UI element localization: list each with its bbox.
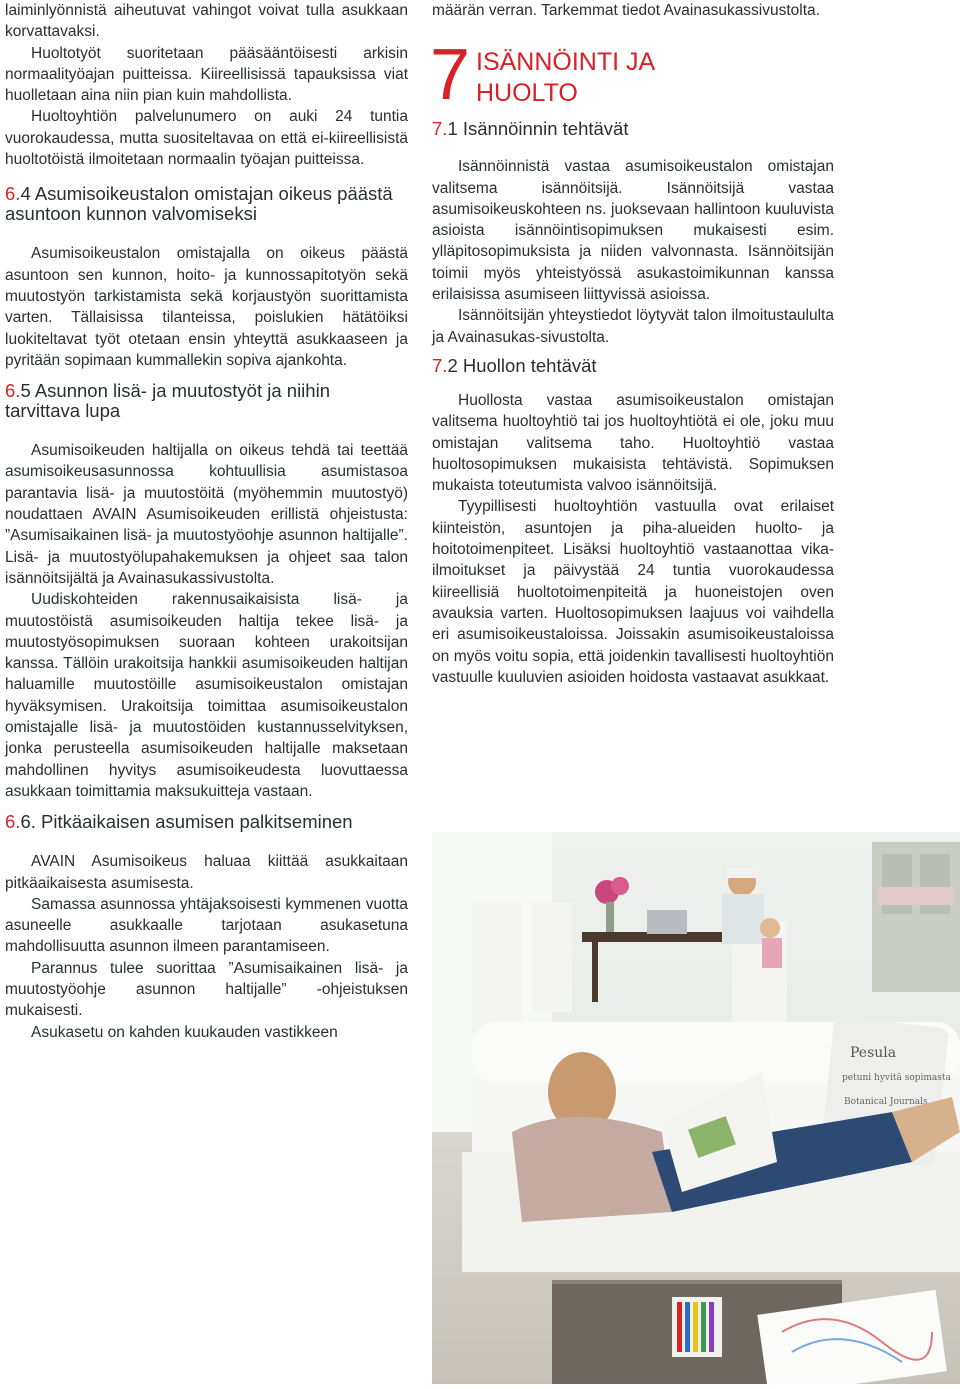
- paragraph: Parannus tulee suorittaa ”Asumisaikainen lisä- ja muutostyöohje asunnon haltijalle” -ohjeistuksen mukaisesti.: [5, 959, 408, 1020]
- paragraph: AVAIN Asumisoikeus haluaa kiittää asukkaitaan pitkäaikaisesta asumisesta.: [5, 853, 408, 892]
- section-number: 7.: [432, 118, 448, 140]
- section-heading-6-5: [5, 381, 408, 421]
- section-number: 6.: [5, 380, 21, 402]
- chapter-title-line: HUOLTO: [476, 79, 578, 108]
- paragraph: Asumisoikeuden haltijalla on oikeus tehdä tai teettää asumisoikeusasunnossa kohtuullisia asumistasoa parantavia lisä- ja muutostöitä (myöhemmin muutostyö) noudattaen AVAIN Asumisoikeuden erillistä ohjeistusta: ”Asumisaikainen lisä- ja muutostyöohje asunnon haltijalle”. Lisä- ja muutostyölupahakemuksen ja ohjeet saa talon isännöitsijältä ja Avainasukassivustolta.: [5, 442, 408, 587]
- paragraph: Isännöitsijän yhteystiedot löytyvät talon ilmoitustaululta ja Avainasukas-sivustolta.: [432, 307, 834, 346]
- paragraph: Huollosta vastaa asumisoikeustalon omistajan valitsema huoltoyhtiö tai jos huoltoyhtiötä ei ole, joku muu omistajan valitsema taho. Huoltoyhtiö vastaa huoltosopimuksen mukaisista tehtävistä. Sopimuksen mukaista toteutumista valvoo isännöitsijä.: [432, 391, 834, 495]
- chapter-number: 7: [430, 35, 471, 116]
- section-title: 5 Asunnon lisä- ja muutostyöt ja niihin tarvittava lupa: [5, 380, 330, 422]
- paragraph: Tyypillisesti huoltoyhtiön vastuulla ovat erilaiset kiinteistön, asuntojen ja piha-alueiden huolto- ja hoitotoimenpiteet. Lisäksi huoltoyhtiö vastaanottaa vika-ilmoitukset ja päivystää 24 tuntia vuorokaudessa kiireellisiä huoltotoimenpiteitä ja huoneistojen oven avauksia varten. Huoltosopimuksen laajuus voi vaihdella eri asumisoikeustaloissa. Joissakin asumisoikeustaloissa on myös voitu sopia, että joidenkin tavallisesti huoltoyhtiön vastuulle kuuluvien asioiden hoidosta vastaavat asukkaat.: [432, 498, 834, 686]
- right-column: [432, 0, 834, 688]
- section-number: 6.: [5, 811, 21, 833]
- living-room-photo: [432, 832, 960, 1384]
- paragraph: laiminlyönnistä aiheutuvat vahingot voivat tulla asukkaan korvattavaksi.: [5, 2, 408, 41]
- paragraph: Samassa asunnossa yhtäjaksoisesti kymmenen vuotta asuneelle asukkaalle tarjotaan asukasetuna mahdollisuutta asunnon ilmeen parantamiseen.: [5, 895, 408, 956]
- section-title: 1 Isännöinnin tehtävät: [447, 118, 629, 140]
- paragraph: määrän verran. Tarkemmat tiedot Avainasukassivustolta.: [432, 2, 820, 19]
- pillow-text: Botanical Journals: [844, 1097, 928, 1107]
- section-heading-6-4: [5, 184, 408, 224]
- section-title: 2 Huollon tehtävät: [447, 354, 597, 376]
- paragraph: Asukasetu on kahden kuukauden vastikkeen: [31, 1023, 338, 1041]
- paragraph: Asumisoikeustalon omistajalla on oikeus päästä asuntoon sen kunnon, hoito- ja kunnossapitotyön sekä muutostyön tarkistamista sekä korjaustyön suorittamista varten. Tällaisissa tilanteissa, poislukien hätätöiksi luokiteltavat työt otetaan ensin yhteyttä asukkaaseen ja pyritään sopimaan kummallekin sopiva ajankohta.: [5, 245, 408, 369]
- chapter-title-line: ISÄNNÖINTI JA: [476, 48, 656, 77]
- section-number: 7.: [432, 354, 448, 376]
- section-number: 6.: [5, 183, 21, 205]
- paragraph: Huoltoyhtiön palvelunumero on auki 24 tuntia vuorokaudessa, mutta suositeltavaa on että ei-kiireellisistä huoltotöistä ilmoitetaan normaalin työajan puitteissa.: [5, 108, 408, 169]
- paragraph: Huoltotyöt suoritetaan pääsääntöisesti arkisin normaalityöajan puitteissa. Kiireellisissä tapauksissa viat huolletaan aina niin pian kuin mahdollista.: [5, 44, 408, 105]
- chapter-title: [476, 47, 655, 109]
- photo-illustration: [432, 832, 960, 1384]
- section-heading-7-1: [432, 119, 834, 139]
- section-heading-6-6: [5, 812, 408, 832]
- paragraph: Uudiskohteiden rakennusaikaisista lisä- ja muutostöistä asumisoikeuden haltija tekee lisä- ja muutostyösopimuksen suoraan kohteen urakoitsijan kanssa. Tällöin urakoitsija hankkii asumisoikeuden haltijan haluamille muutostöille asumisoikeustalon omistajan hyväksymisen. Urakoitsija toimittaa asumisoikeustalon omistajalle lisä- ja muutostöiden kustannusselvityksen, jonka perusteella asumisoikeuden haltijalle maksetaan mahdollinen hyvitys asumisoikeudesta luovuttaessa asukkaan toimittamia maksukuitteja vastaan.: [5, 591, 408, 800]
- paragraph: Isännöinnistä vastaa asumisoikeustalon omistajan valitsema isännöitsijä. Isännöitsijä vastaa asumisoikeuskohteen ns. juoksevaan hallintoon kuuluvista asioista isännöintisopimuksen mukaisesti esim. ylläpitosopimuksista ja niiden valvonnasta. Isännöitsijän toimii myös yhteistyössä asukastoimikunnan kanssa erilaisissa asumiseen liittyvissä asioissa.: [432, 158, 834, 304]
- section-title: 4 Asumisoikeustalon omistajan oikeus päästä asuntoon kunnon valvomiseksi: [5, 183, 393, 225]
- section-title: 6. Pitkäaikaisen asumisen palkitseminen: [20, 811, 353, 833]
- left-column: [5, 0, 408, 1043]
- chapter-heading: [430, 35, 834, 116]
- section-heading-7-2: [432, 356, 834, 376]
- pillow-text: petuni hyvitä sopimasta: [842, 1073, 951, 1083]
- pillow-text: Pesula: [850, 1045, 897, 1061]
